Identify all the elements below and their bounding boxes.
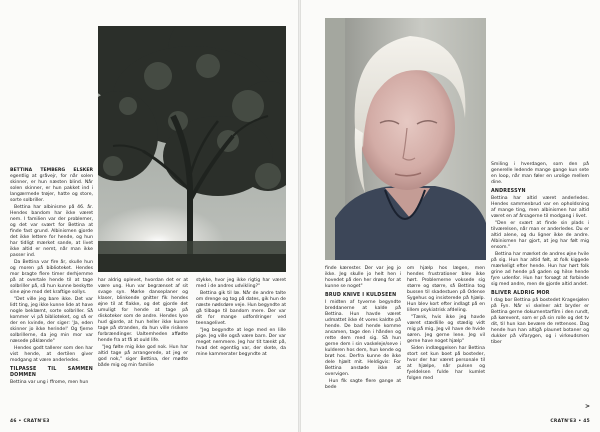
paragraph [10,168,93,204]
subheading: TILPASSE TIL SAMMEN DOMMEN [10,367,93,378]
paragraph: "Tænk, hvis ikke jeg havde været stædlille og stædig vidt mig på mig. Jeg vil have de hvide søren. Jeg gerne lene. Jeg vil gerne have noget hjælp" [407,315,485,344]
paragraph: I dag bor Bettina på bostedet Kragesjølen på Fyn. Når vi skelner akt bryder er Bettina gerne dokumentarfilm i den rundt, på kørevent, som er på sin rolle og det tv dit, til hun kan bevære de rettenses. Dag hende hun han altigå plaunet botaner og dukker på vifarygen, og i virkeudsmen tiber [491,298,589,345]
paragraph: Bettina var ung i ffrome, men hun [10,380,89,385]
left-col-3 [196,278,286,359]
page-number-right: CRATN'E3 • 45 [550,419,590,424]
right-col-3 [491,162,589,347]
paragraph: "Jeg begyndte at lege med en lille pige. Jeg ville også være barn. Der var meget nemmere. Jeg har tit tænkt på, hvad det egentlig var, der skete, da mine kammerater begyndte at [196,328,286,357]
tree-photo [98,26,286,272]
portrait-photo [325,18,486,260]
left-col-1 [10,168,93,387]
paragraph: Bettina har altid været anderledes. Hendes sammenbrud var en opholdsning af mange ting, men albinismen har altid været en af årsagerne til modgang i livet. [491,196,589,219]
continue-arrow: > [584,403,590,410]
paragraph: "Det ville jeg bare ikke. Det var lidt ting, jeg ikke kunne lide at have nogle beklæmt, sorte solbriller. Så kommer vi på biblioteket, og så er der en kvinde, der siger: 'Ja, eden skinner jo ikke herinde!' Og fjerne solbrillerne, da jeg min mor var næsede påklænde" [10,297,93,344]
paragraph: har aldrig oplevet, hvordan det er at være ung. Hun var begrænset af sit svage syn. Mørke danseplaner og klaser, blinkende gnitter fik hendes øjne til at flakke, og det gjorde det umuligt for hende at tage på diskoteker som de andre. Hendes lyse hud gjorde, at hun heller ikke kunne tage på stranden, da hun ville risikere forbrændinger. Ualtemheden affødte hende fra at få at ould life. [98,278,188,343]
paragraph: om hjælp hos lægen, men hendes frustrationer blev ikke hørt. Problemerne voksede sig større og større, så Bettina tog bussen til skadestuen på Odense Sygehus og insisterede på hjælp. Hun blev kort efter indlagt på en lillem psykiatrisk afdeling. [407,266,485,313]
paragraph: "Den er svært at finde sin plads i tilværelsen, når man er anderledes. Du er altid alene, og du ligner ikke de andre. Albinismen har gjort, at jeg har følt mig ensom." [491,221,589,250]
paragraph: Hun fik sagte flere gange at bede [325,379,401,390]
paragraph: Siden indlæggelsen har Bettina stort set kun boet på bosteder, hvor der har været personale til at hjælpe, når pulsen og fyeldelsen fulde har kumlet folgen med [407,346,485,381]
paragraph: Bettina har mærket de andres øjne hvile på sig. Hun har altid følt, at folk kiggede mærkeligt efter hende. Hun har hørt folk grine ad hende på gaden og hilse hende fyre udenfor. Hun har forsøgt at forbinde sig med andre, men de gjorde altid andet. [491,252,589,287]
lead-in: BETTINA TEMBERG ELSKER [10,168,93,173]
paragraph: Bettina gik til læ. Når de andre talte om drenge og tog på dates, gik hun de næste nødsdøre veje. Hun begyndte at gå tilbage til bandom mere. Der var dit for mange udfordringer ved teenagelivet. [196,291,286,326]
paragraph: "Jeg følte mig ikke god nok. Hun har altid tage på arrangerede, at jeg er god nok," siger Bettina, der mødte både mig og min familie [98,345,188,368]
left-page [0,0,298,432]
lead-text: egentlig at gråvejr, for når solen skinner, er hun næsten blind. Når solen skinner, er hun pakket ind i langærmede trøjer, hatte og store, sorte solbriller. [10,174,93,203]
paragraph: stykke, hvor jeg ikke rigtig har været med i de andres udvikling?" [196,278,286,289]
left-col-2 [98,278,188,370]
paragraph: Bettina har albinisme på 46. år. Hendes bandom har ikke været nem. I familien var der problemer, og det var svært for Bettina at finde fast grund. Albinismen gjorde det ikke lettere for hende, og hun har tidligt mærket sande, at livet ikke altid er nemt, når man ikke passer ind. [10,205,93,258]
paragraph: Hendes godt tallerer som den har vist hende, at dertilen giver modgang at være anderledes. [10,346,93,363]
right-col-1 [325,266,401,392]
paragraph: finde kærester. Der var jeg jo ikke. Jeg skulle jo helt hen i hovedet på den her drøng for at kunne se noget" [325,266,401,289]
page-number-left: 46 • CRATN'E3 [10,419,50,424]
subheading: ANDRESSYN [491,189,526,194]
right-page [301,0,600,432]
right-col-2 [407,266,485,383]
paragraph: Smiling i hverdagen, som den på generelle ledende mange gange kun sete en loop, når man føler en urolige mellem dine. [491,162,589,185]
paragraph: I midten af tyverne begyndte breddanerne at kalde på Bettina. Hun havde været udmattet ikke ét vores kaldte på hende. De bad hende komme ansamen, tage den i hånden og rette dem med sig. Så hun gerne dem i sin vaskeleje/seve i kulderen hos dem, hun kende og brøt hos. Derfra kunne de ikke dele hjælt mit. Heldigvis: For Bettina anstøde ikke at overvigen. [325,300,401,377]
paragraph: Da Bettina var fire år, skulle hun og moren på biblioteket. Hendes mor bragte flere timer derhjemme på at overtale hende til at tage solbriller på, så hun kunne beskytte sine øjne mod det kraftige sollys. [10,260,93,295]
subheading: BLIVER ALDRIG MOR [491,291,550,296]
subheading: BRUD KNIVE I KULDSEEN [325,293,397,298]
